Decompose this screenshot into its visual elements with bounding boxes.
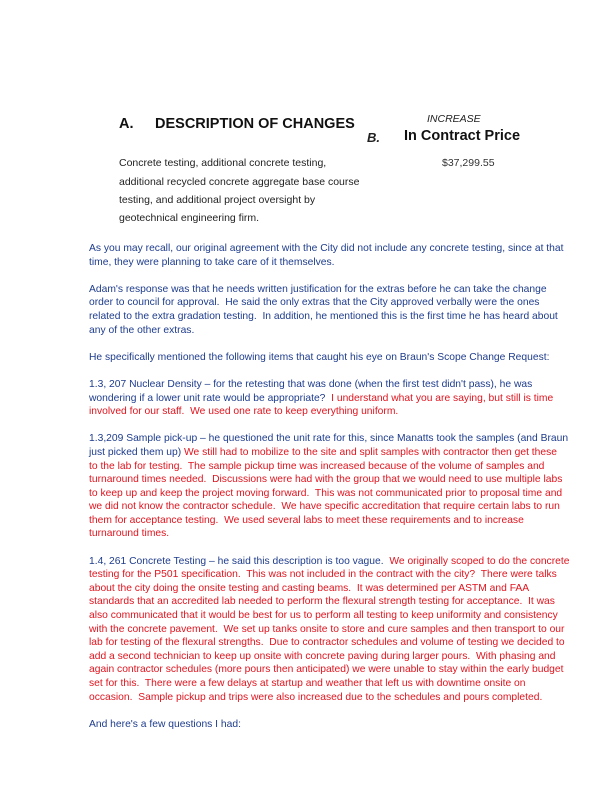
question-text: wondering if a lower unit rate would be appropriate? — [89, 392, 332, 404]
text-line — [89, 405, 589, 419]
text-line — [89, 242, 589, 256]
response-text: we did not know the contractor schedule. We have specific accreditation that require certain labs to run — [89, 501, 560, 513]
change-description-line: additional recycled concrete aggregate base course — [119, 176, 360, 188]
text-line — [89, 378, 589, 392]
response-text: involved for our staff. We used one rate to keep everything uniform. — [89, 406, 399, 418]
contract-price-amount: $37,299.55 — [442, 157, 495, 169]
text-line — [89, 636, 589, 650]
response-text: about the city doing the onsite testing and casting beams. It was determined per ASTM and FAA — [89, 582, 530, 594]
text-line — [89, 691, 589, 705]
response-text: to keep up and keep the project moving forward. This was not communicated prior to proposal time and — [89, 487, 563, 499]
text-line — [89, 256, 589, 270]
change-description-line: Concrete testing, additional concrete testing, — [119, 157, 327, 169]
text-line — [89, 677, 589, 691]
response-text: to the lab for testing. The sample pickup time was increased because of the volume of samples and — [89, 460, 545, 472]
text-line — [89, 595, 589, 609]
text-line — [89, 473, 589, 487]
question-text: He specifically mentioned the following items that caught his eye on Braun's Scope Change Request: — [89, 351, 550, 363]
section-a-title: DESCRIPTION OF CHANGES — [155, 116, 355, 132]
change-description-line: geotechnical engineering firm. — [119, 212, 260, 224]
text-line — [89, 446, 589, 460]
text-line — [89, 432, 589, 446]
increase-label: INCREASE — [427, 113, 481, 125]
response-text: turnaround times. — [89, 528, 170, 540]
question-text: Adam's response was that he needs written justification for the extras before he can take the change — [89, 283, 547, 295]
question-text: time, they were planning to take care of it themselves. — [89, 256, 335, 268]
question-text: 1.4, 261 Concrete Testing – he said this description is too vague. — [89, 555, 390, 567]
text-line — [89, 718, 589, 732]
section-b-title: In Contract Price — [404, 128, 521, 144]
question-text: order to council for approval. He said the only extras that the City approved verbally were the ones — [89, 297, 540, 309]
text-line — [89, 623, 589, 637]
response-text: I understand what you are saying, but still is time — [331, 392, 554, 404]
response-text: with the concrete pavement. We set up tanks onsite to store and cure samples and then transport to our — [89, 623, 565, 635]
paragraph — [89, 283, 589, 337]
text-line — [89, 500, 589, 514]
text-line — [89, 663, 589, 677]
paragraph — [89, 351, 589, 365]
response-text: lab for testing of the flexural strengths. Due to contractor schedules and volume of testing we decided to — [89, 637, 565, 649]
paragraph — [89, 718, 589, 732]
change-description-line: testing, and additional project oversight by — [119, 194, 316, 206]
response-text: We originally scoped to do the concrete — [389, 555, 570, 567]
text-line — [89, 582, 589, 596]
text-line — [89, 514, 589, 528]
response-text: add a second technician to keep up onsite with concrete paving during larger pours. With phasing and — [89, 650, 556, 662]
paragraph — [89, 555, 589, 705]
response-text: again contractor schedules (more pours then anticipated) we were unable to stay within the early budget — [89, 664, 564, 676]
text-line — [89, 555, 589, 569]
text-line — [89, 296, 589, 310]
text-line — [89, 527, 589, 541]
question-text: just picked them up) — [89, 446, 185, 458]
question-text: As you may recall, our original agreement with the City did not include any concrete testing, since at that — [89, 243, 564, 254]
response-text: standards that an accredited lab needed to perform the flexural strength testing for acceptance. It was — [89, 596, 555, 608]
question-text: any of the other extras. — [89, 324, 195, 336]
section-b-label: B. — [367, 130, 380, 145]
paragraph — [89, 378, 589, 419]
response-text: them for acceptance testing. We used several labs to meet these requirements and to increase — [89, 514, 524, 526]
text-line — [89, 609, 589, 623]
email-body — [89, 242, 589, 745]
question-text: And here's a few questions I had: — [89, 718, 241, 730]
text-line — [89, 568, 589, 582]
text-line — [89, 324, 589, 338]
text-line — [89, 487, 589, 501]
question-text: related to the extra gradation testing. In addition, he mentioned this is the first time he has heard about — [89, 310, 558, 322]
question-text: 1.3,209 Sample pick-up – he questioned the unit rate for this, since Manatts took the samples (and Braun — [89, 433, 569, 445]
response-text: We still had to mobilize to the site and split samples with contractor then get these — [184, 446, 557, 458]
text-line — [89, 351, 589, 365]
response-text: occasion. Sample pickup and trips were also increased due to the schedules and pours completed. — [89, 691, 543, 703]
section-a-label: A. — [119, 116, 134, 132]
response-text: testing for the P501 specification. This was not included in the contract with the city? There were talks — [89, 569, 557, 581]
text-line — [89, 650, 589, 664]
text-line — [89, 460, 589, 474]
text-line — [89, 283, 589, 297]
response-text: set for this. There were a few delays at startup and weather that left us with downtime onsite on — [89, 678, 526, 689]
question-text: 1.3, 207 Nuclear Density – for the retesting that was done (when the first test didn't pass), he was — [89, 378, 533, 390]
paragraph — [89, 432, 589, 541]
text-line — [89, 392, 589, 406]
paragraph — [89, 242, 589, 269]
response-text: turnaround times needed. Discussions were had with the group that we would need to use multiple labs — [89, 474, 563, 486]
text-line — [89, 310, 589, 324]
response-text: also communicated that it would be best for us to perform all testing to keep uniformity and consistency — [89, 610, 558, 622]
